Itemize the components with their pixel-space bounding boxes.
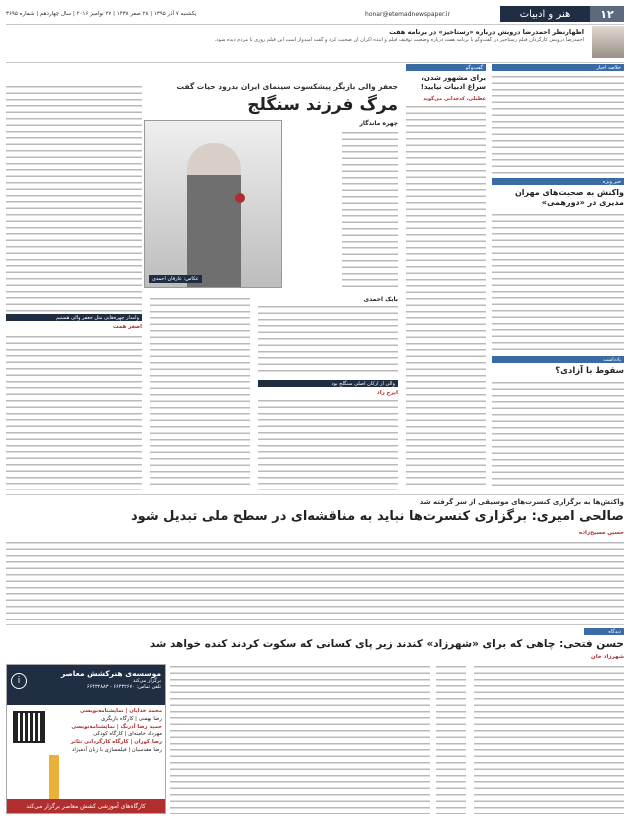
portrait-figure xyxy=(187,143,241,288)
dateline: یکشنبه ۷ آذر ۱۳۹۵ | ۲۸ صفر ۱۴۳۸ | ۲۷ نوامبر ۲۰۱۶ | سال چهاردهم | شماره ۳۶۹۵ xyxy=(6,11,197,17)
ad-header xyxy=(7,665,165,705)
left-box-author: اصغر همت xyxy=(113,324,142,330)
qr-code-icon xyxy=(13,711,45,743)
ad-item: رضا کوران | کارگاه کارگردانی تئاتر xyxy=(70,739,162,746)
page-header xyxy=(6,6,624,22)
headline-freedom: سقوط با آزادی؟ xyxy=(555,366,624,376)
band3-sub: شهرزاد خان xyxy=(591,654,624,660)
ad-footer: کارگاه‌های آموزشی کشش معاصر برگزار می‌کند xyxy=(7,799,165,813)
headline-mehran: واکنش به صحبت‌های مهران مدیری در «دورهمی» xyxy=(514,188,624,207)
band3-rule xyxy=(6,624,624,625)
band-rule xyxy=(6,62,624,63)
band2-text xyxy=(6,540,624,620)
band2-rule xyxy=(6,494,624,495)
news-summary-text xyxy=(492,74,624,174)
main-photo xyxy=(144,120,282,288)
box-author: ایرج راد xyxy=(376,390,398,396)
quote-title: اظهارنظر احمدرضا درویش درباره «رستاخیز» در برنامه هفت xyxy=(389,28,584,36)
ad-stripe xyxy=(49,755,59,805)
section-email[interactable]: honar@etemadnewspaper.ir xyxy=(365,10,450,18)
left-box-title: وامدار چهره‌هایی مثل جعفر والی هستیم xyxy=(6,314,142,321)
header-rule xyxy=(6,24,624,25)
freedom-article-text xyxy=(492,380,624,490)
left-article-text xyxy=(6,84,142,314)
band3-narrow-text xyxy=(436,664,466,814)
literature-article-text xyxy=(406,104,486,490)
ad-phone: تلفن تماس: ۶۶۴۳۲۶۷۰ - ۶۶۴۳۲۸۸۳ xyxy=(86,684,161,690)
left-box-text xyxy=(6,334,142,490)
flower-icon xyxy=(235,193,245,203)
bar-news-summary: خلاصه اخبار xyxy=(492,64,624,71)
mehran-article-text xyxy=(492,212,624,352)
side-title: چهره ماندگار xyxy=(359,120,398,127)
band3-kicker: دیدگاه xyxy=(584,628,624,635)
band2-headline: صالحی امیری: برگزاری کنسرت‌ها نباید به مناقشه‌ای در سطح ملی تبدیل شود xyxy=(131,509,624,524)
subhead-literature: عطیلی، کدخدایی می‌گوید xyxy=(423,96,486,102)
main-headline: مرگ فرزند سنگلج xyxy=(247,95,398,115)
quote-band xyxy=(6,26,624,58)
ad-item: محمد خدایان | نمایشنامه‌نویسی xyxy=(80,708,162,714)
ad-title: موسسه‌ی هنرکشش معاصر xyxy=(60,669,161,678)
band3-headline: حسن فتحی: چاهی که برای «شهرزاد» کندند زیر پای کسانی که سکوت کردند کنده خواهد شد xyxy=(149,638,624,650)
page-number: ۱۲ xyxy=(590,6,624,22)
box-text xyxy=(258,398,398,490)
advertisement[interactable] xyxy=(6,664,166,814)
ad-item: مهرداد خامنه‌ای | کارگاه کودکی xyxy=(93,731,162,738)
bar-special: خبر ویژه xyxy=(492,178,624,185)
ad-course-list xyxy=(67,705,165,758)
note-text xyxy=(258,304,398,376)
headline-literature: برای مشهور شدن، سراغ ادبیات نیایید! xyxy=(420,74,486,91)
band2-sub: حسین مسیح‌زاده xyxy=(578,530,624,536)
note-title: بابک احمدی xyxy=(363,296,398,303)
ad-item: رضا بهمنی | کارگاه بازیگری xyxy=(101,715,162,722)
band3-right-text xyxy=(474,664,624,814)
band3-text xyxy=(170,664,430,814)
ad-subtitle: برگزار می‌کند xyxy=(132,678,161,684)
ad-item: رضا مقدسیان | فیلمسازی با زبان آدمیزاد xyxy=(71,746,162,753)
band2-kicker: واکنش‌ها به برگزاری کنسرت‌های موسیقی از سر گرفته شد xyxy=(419,498,624,506)
section-title: هنر و ادبیات xyxy=(500,6,590,22)
main-side-text xyxy=(342,130,398,288)
info-icon: i xyxy=(11,673,27,689)
bar-note: یادداشت xyxy=(492,356,624,363)
portrait-thumbnail xyxy=(592,26,624,58)
middle-column-text xyxy=(150,296,250,490)
main-kicker: جعفر والی بازیگر پیشکسوت سینمای ایران بدرود حیات گفت xyxy=(176,82,398,91)
quote-text: احمدرضا درویش کارگردان فیلم رستاخیز در گفت‌وگو با برنامه هفت درباره وضعیت توقیف فیلم و آینده اکران آن صحبت کرد و گفت امیدوار است این فیلم روزی با مردم دیده شود. xyxy=(214,37,584,43)
photo-caption: عکاس: عارفان احمدی xyxy=(149,275,202,283)
box-title: والی از ارکان اصلی سنگلج بود xyxy=(258,380,398,387)
bar-interview: گفت‌وگو xyxy=(406,64,486,71)
ad-item: حمید رضا آذرنگ | نمایشنامه‌نویسی xyxy=(71,723,162,730)
